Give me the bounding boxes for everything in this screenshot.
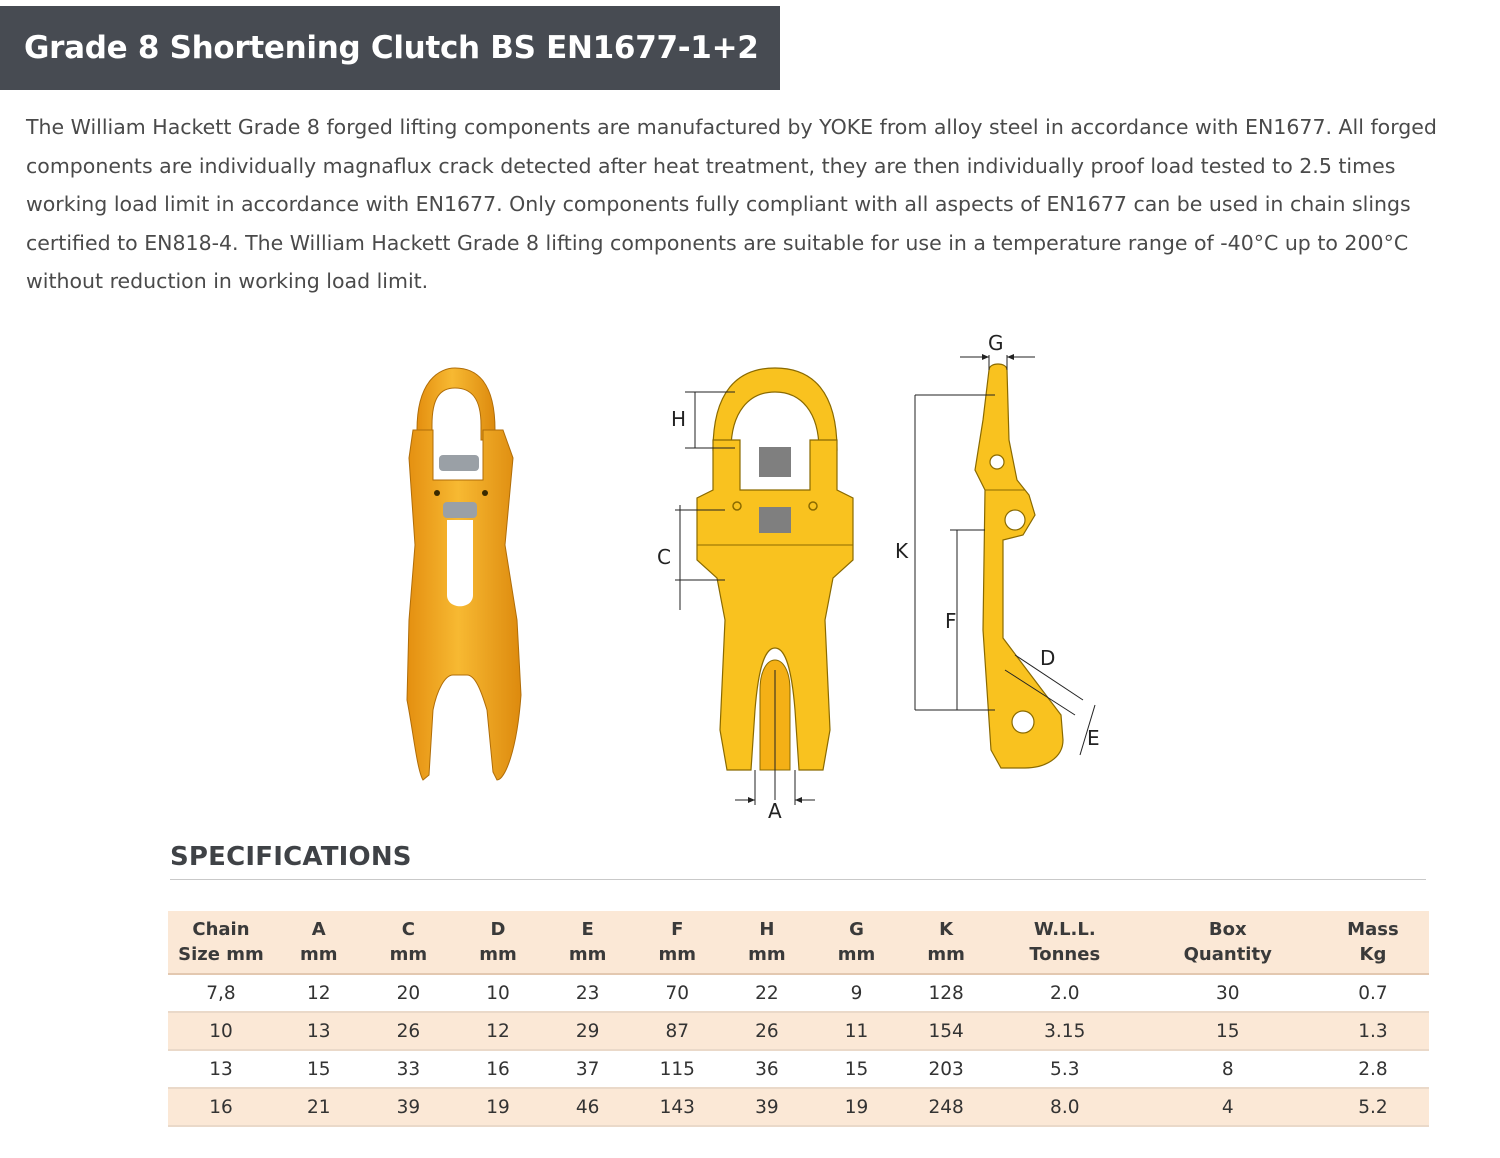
table-cell: 115 bbox=[632, 1050, 722, 1088]
table-cell: 8.0 bbox=[991, 1088, 1139, 1126]
front-pin-1 bbox=[759, 447, 791, 477]
table-cell: 20 bbox=[364, 974, 454, 1012]
col-header-h: H mm bbox=[722, 911, 812, 974]
table-cell: 23 bbox=[543, 974, 633, 1012]
table-cell: 19 bbox=[453, 1088, 543, 1126]
table-cell: 19 bbox=[812, 1088, 902, 1126]
table-row bbox=[168, 1088, 1429, 1126]
table-cell: 36 bbox=[722, 1050, 812, 1088]
dim-label-a: A bbox=[768, 799, 782, 823]
photo-pin-2 bbox=[443, 502, 477, 518]
page-title: Grade 8 Shortening Clutch BS EN1677-1+2 bbox=[24, 30, 759, 66]
dim-label-f: F bbox=[945, 609, 957, 633]
table-cell: 128 bbox=[901, 974, 991, 1012]
table-cell: 22 bbox=[722, 974, 812, 1012]
front-top-loop bbox=[713, 368, 837, 450]
table-row bbox=[168, 1050, 1429, 1088]
table-row bbox=[168, 1012, 1429, 1050]
col-header-f: F mm bbox=[632, 911, 722, 974]
table-cell: 2.0 bbox=[991, 974, 1139, 1012]
table-cell: 248 bbox=[901, 1088, 991, 1126]
specifications-table bbox=[168, 911, 1429, 1127]
table-cell: 13 bbox=[168, 1050, 274, 1088]
dim-label-e: E bbox=[1087, 726, 1100, 750]
table-cell: 12 bbox=[274, 974, 364, 1012]
dim-label-d: D bbox=[1040, 646, 1056, 670]
table-cell: 7,8 bbox=[168, 974, 274, 1012]
col-header-a: A mm bbox=[274, 911, 364, 974]
table-cell: 16 bbox=[453, 1050, 543, 1088]
dim-label-k: K bbox=[895, 539, 909, 563]
table-cell: 26 bbox=[364, 1012, 454, 1050]
table-cell: 15 bbox=[274, 1050, 364, 1088]
dim-label-h: H bbox=[671, 407, 687, 431]
table-cell: 4 bbox=[1139, 1088, 1317, 1126]
table-cell: 143 bbox=[632, 1088, 722, 1126]
photo-slot bbox=[447, 520, 473, 606]
table-cell: 2.8 bbox=[1317, 1050, 1429, 1088]
product-figure bbox=[395, 330, 1115, 830]
dim-label-c: C bbox=[657, 545, 671, 569]
col-header-chain-size: Chain Size mm bbox=[168, 911, 274, 974]
specifications-divider bbox=[170, 879, 1426, 880]
table-cell: 39 bbox=[722, 1088, 812, 1126]
table-cell: 9 bbox=[812, 974, 902, 1012]
col-header-c: C mm bbox=[364, 911, 454, 974]
intro-paragraph: The William Hackett Grade 8 forged lifting components are manufactured by YOKE from alloy steel in accordance with EN1677. All forged components are individually magnaflux crack detected after heat treatment, they are then individually proof load tested to 2.5 times working load limit in accordance with EN1677. Only components fully compliant with all aspects of EN1677 can be used in chain slings certified to EN818-4. The William Hackett Grade 8 lifting components are suitable for use in a temperature range of -40°C up to 200°C without reduction in working load limit. bbox=[26, 115, 1437, 294]
table-cell: 29 bbox=[543, 1012, 633, 1050]
table-cell: 37 bbox=[543, 1050, 633, 1088]
col-header-g: G mm bbox=[812, 911, 902, 974]
table-cell: 1.3 bbox=[1317, 1012, 1429, 1050]
table-cell: 0.7 bbox=[1317, 974, 1429, 1012]
col-header-e: E mm bbox=[543, 911, 633, 974]
table-cell: 39 bbox=[364, 1088, 454, 1126]
table-cell: 13 bbox=[274, 1012, 364, 1050]
col-header-d: D mm bbox=[453, 911, 543, 974]
col-header-k: K mm bbox=[901, 911, 991, 974]
photo-pin-1 bbox=[439, 455, 479, 471]
dim-label-g: G bbox=[988, 331, 1004, 355]
table-cell: 87 bbox=[632, 1012, 722, 1050]
table-cell: 33 bbox=[364, 1050, 454, 1088]
table-cell: 5.2 bbox=[1317, 1088, 1429, 1126]
table-row bbox=[168, 974, 1429, 1012]
table-cell: 15 bbox=[812, 1050, 902, 1088]
front-pin-2 bbox=[759, 507, 791, 533]
table-cell: 8 bbox=[1139, 1050, 1317, 1088]
title-bar bbox=[0, 6, 780, 90]
col-header-box-quantity: Box Quantity bbox=[1139, 911, 1317, 974]
clutch-photo bbox=[407, 368, 521, 780]
table-cell: 5.3 bbox=[991, 1050, 1139, 1088]
table-cell: 16 bbox=[168, 1088, 274, 1126]
photo-top-loop bbox=[417, 368, 495, 440]
table-cell: 3.15 bbox=[991, 1012, 1139, 1050]
table-cell: 154 bbox=[901, 1012, 991, 1050]
table-cell: 46 bbox=[543, 1088, 633, 1126]
table-cell: 11 bbox=[812, 1012, 902, 1050]
table-cell: 26 bbox=[722, 1012, 812, 1050]
side-view-drawing bbox=[895, 331, 1100, 768]
table-cell: 30 bbox=[1139, 974, 1317, 1012]
table-cell: 203 bbox=[901, 1050, 991, 1088]
table-cell: 21 bbox=[274, 1088, 364, 1126]
table-cell: 10 bbox=[453, 974, 543, 1012]
col-header-wll: W.L.L. Tonnes bbox=[991, 911, 1139, 974]
col-header-mass: Mass Kg bbox=[1317, 911, 1429, 974]
front-view-drawing bbox=[657, 368, 853, 823]
side-body bbox=[975, 364, 1063, 768]
table-cell: 15 bbox=[1139, 1012, 1317, 1050]
table-cell: 10 bbox=[168, 1012, 274, 1050]
table-cell: 70 bbox=[632, 974, 722, 1012]
table-cell: 12 bbox=[453, 1012, 543, 1050]
specifications-heading: SPECIFICATIONS bbox=[170, 842, 412, 872]
table-header-row bbox=[168, 911, 1429, 974]
